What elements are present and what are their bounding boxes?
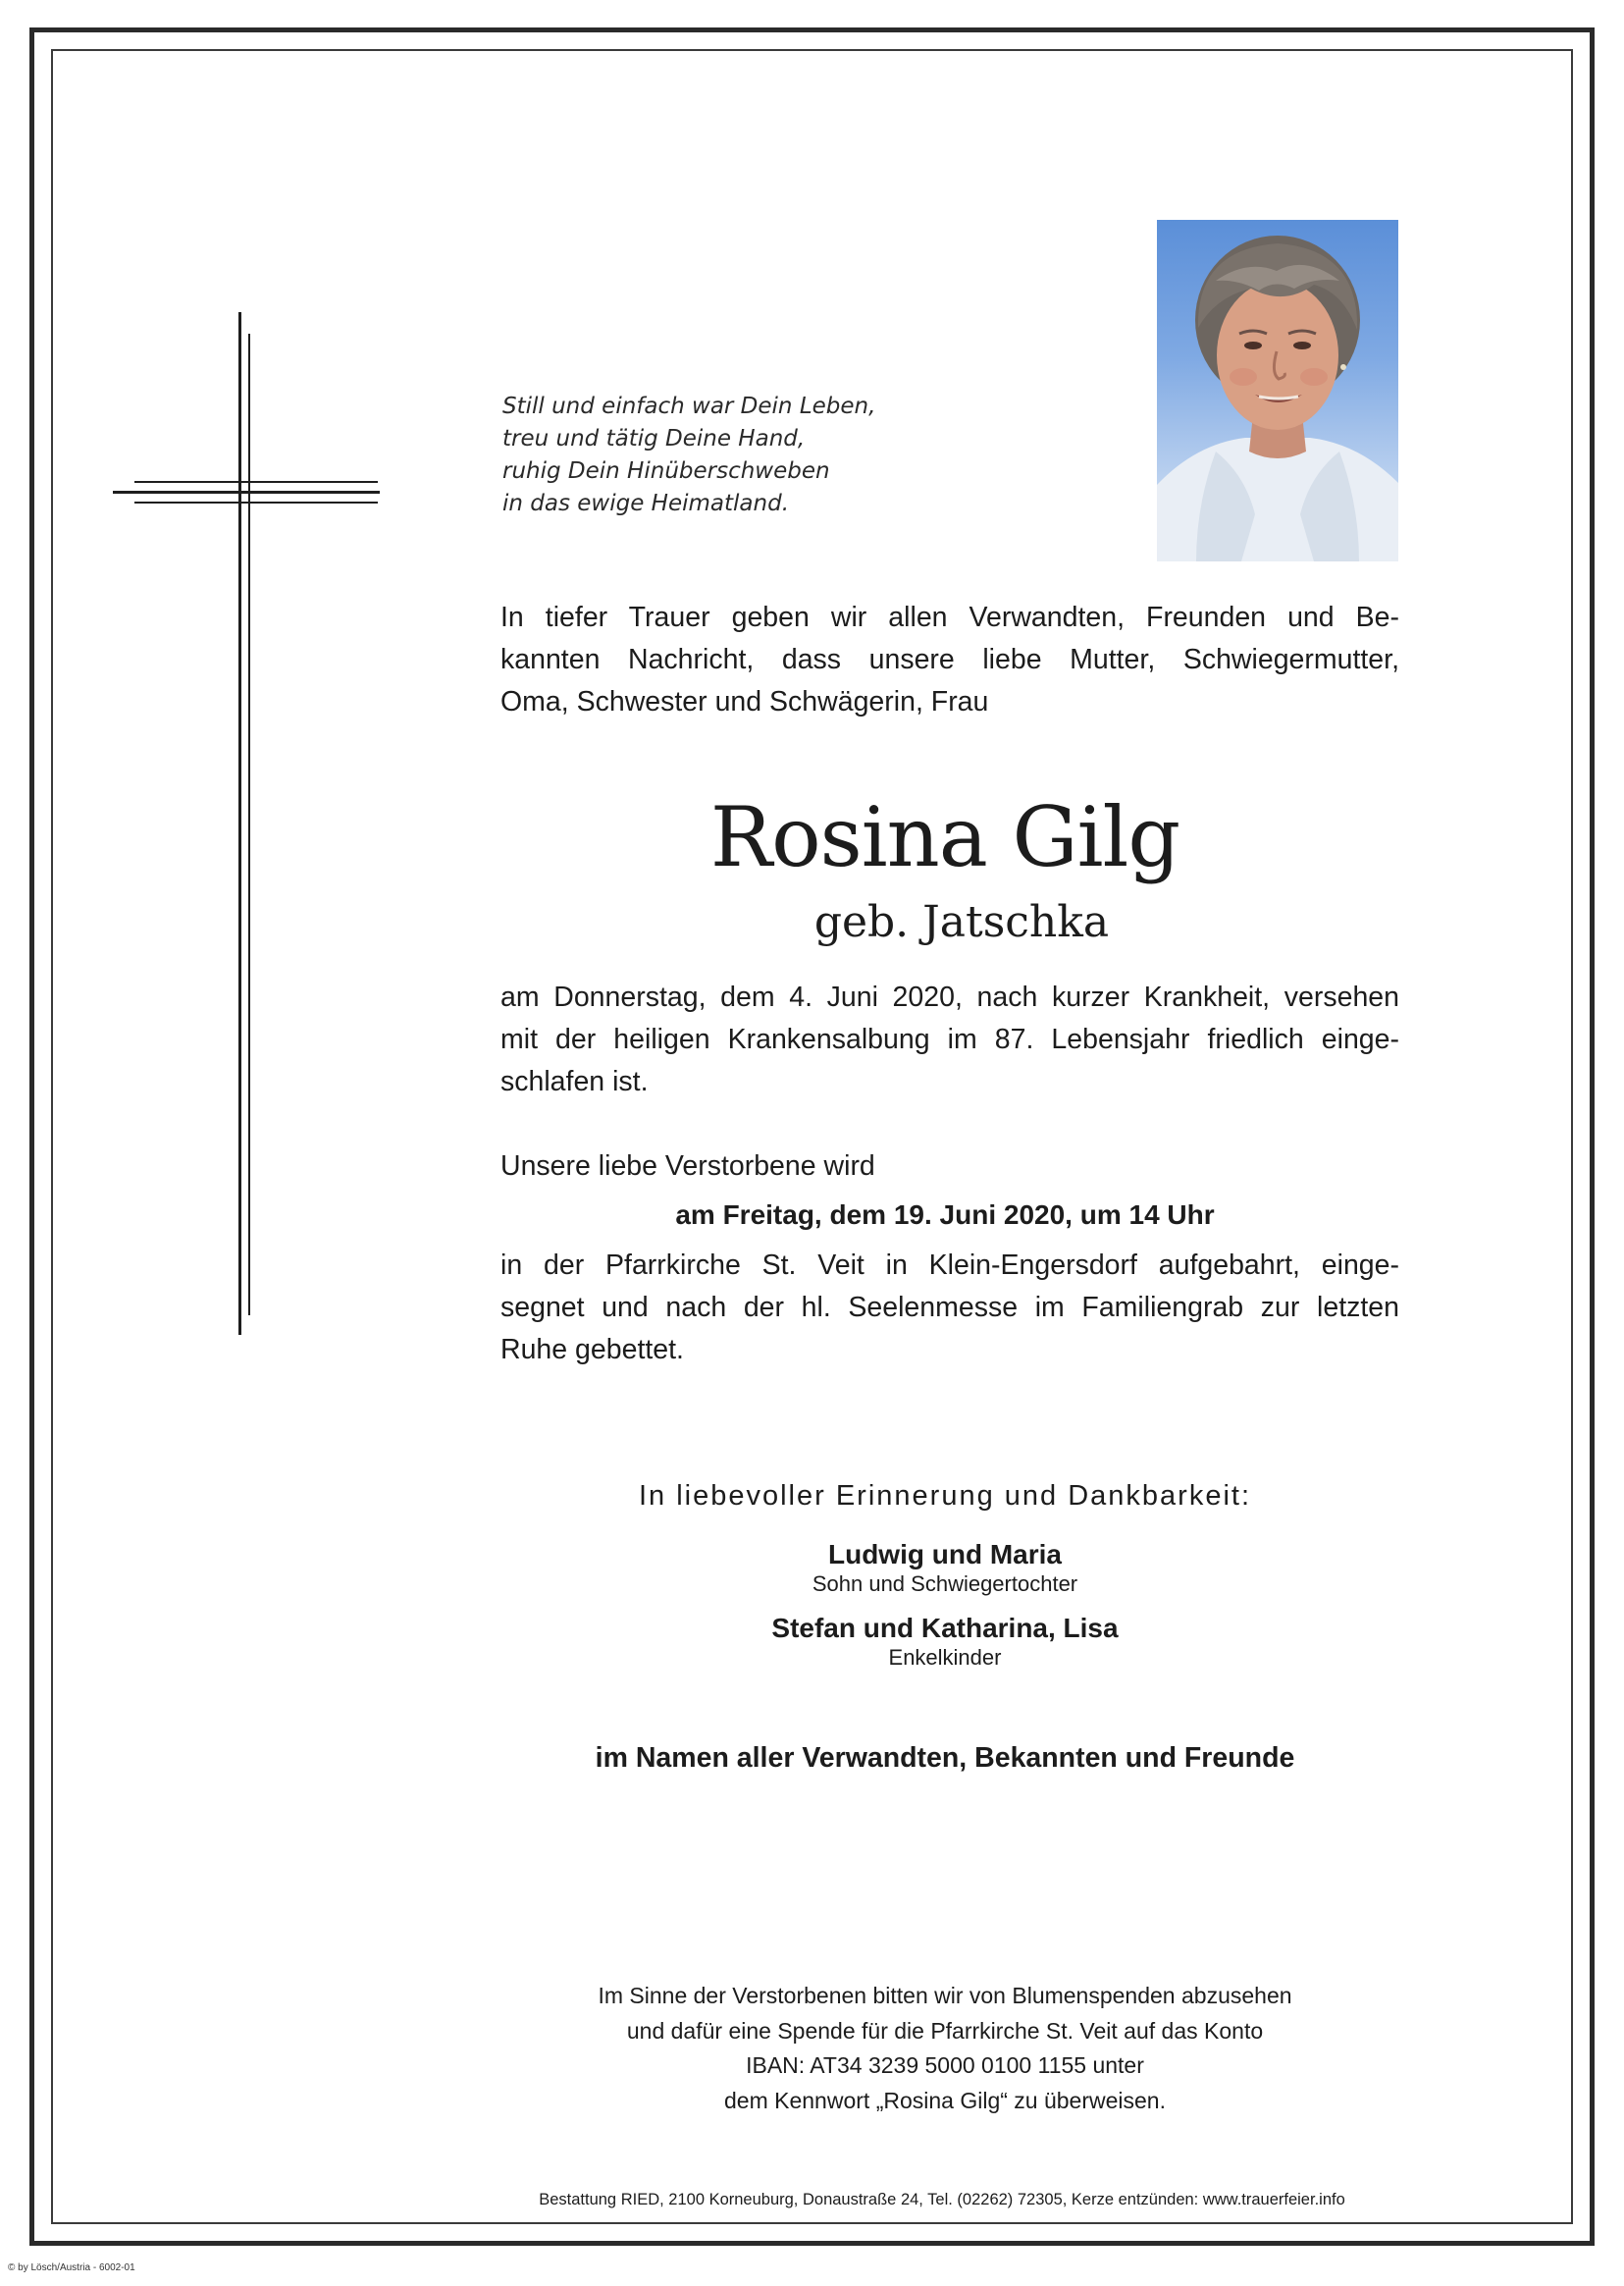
deceased-name: Rosina Gilg [709, 789, 1180, 885]
death-notice-line: schlafen ist. [500, 1066, 649, 1097]
intro-paragraph [500, 597, 1399, 723]
poem-line: treu und tätig Deine Hand, [502, 426, 806, 452]
death-notice-paragraph [500, 977, 1399, 1103]
death-notice-line: mit der heiligen Krankensalbung im 87. Lebensjahr friedlich einge- [500, 1024, 1399, 1055]
intro-line: Oma, Schwester und Schwägerin, Frau [500, 686, 989, 718]
undertaker-footer: Bestattung RIED, 2100 Korneuburg, Donaustraße 24, Tel. (02262) 72305, Kerze entzünden: www.trauerfeier.info [539, 2191, 1345, 2208]
copyright-note: © by Lösch/Austria - 6002-01 [8, 2262, 135, 2273]
death-notice-line: am Donnerstag, dem 4. Juni 2020, nach kurzer Krankheit, versehen [500, 982, 1399, 1013]
funeral-intro [500, 1145, 1399, 1188]
donation-line: dem Kennwort „Rosina Gilg“ zu überweisen. [724, 2087, 1166, 2113]
donation-line: Im Sinne der Verstorbenen bitten wir von Blumenspenden abzusehen [598, 1983, 1292, 2008]
closing-line: im Namen aller Verwandten, Bekannten und Freunde [595, 1742, 1295, 1774]
intro-line: kannten Nachricht, dass unsere liebe Mutter, Schwiegermutter, [500, 644, 1399, 675]
family-names: Ludwig und Maria [828, 1539, 1062, 1569]
poem-line: Still und einfach war Dein Leben, [502, 394, 876, 419]
memory-heading: In liebevoller Erinnerung und Dankbarkeit: [638, 1480, 1252, 1512]
funeral-line: segnet und nach der hl. Seelenmesse im Familiengrab zur letzten [500, 1292, 1399, 1323]
donation-request [451, 1979, 1439, 2118]
portrait-photo [1157, 220, 1398, 561]
poem-line: in das ewige Heimatland. [502, 491, 790, 516]
family-role: Sohn und Schwiegertochter [812, 1571, 1078, 1596]
donation-line: IBAN: AT34 3239 5000 0100 1155 unter [746, 2052, 1144, 2078]
donation-line: und dafür eine Spende für die Pfarrkirche St. Veit auf das Konto [626, 2017, 1264, 2044]
funeral-line: in der Pfarrkirche St. Veit in Klein-Engersdorf aufgebahrt, einge- [500, 1249, 1399, 1281]
funeral-line: Ruhe gebettet. [500, 1334, 684, 1365]
poem-line: ruhig Dein Hinüberschweben [502, 458, 830, 484]
family-names: Stefan und Katharina, Lisa [771, 1613, 1119, 1643]
portrait-illustration [1157, 220, 1398, 561]
funeral-date: am Freitag, dem 19. Juni 2020, um 14 Uhr [675, 1199, 1215, 1230]
funeral-intro-line: Unsere liebe Verstorbene wird [500, 1150, 875, 1182]
intro-line: In tiefer Trauer geben wir allen Verwandten, Freunden und Be- [500, 602, 1399, 633]
poem [502, 391, 915, 520]
family-role: Enkelkinder [888, 1645, 1002, 1670]
funeral-paragraph [500, 1245, 1399, 1371]
maiden-name: geb. Jatschka [813, 897, 1110, 947]
